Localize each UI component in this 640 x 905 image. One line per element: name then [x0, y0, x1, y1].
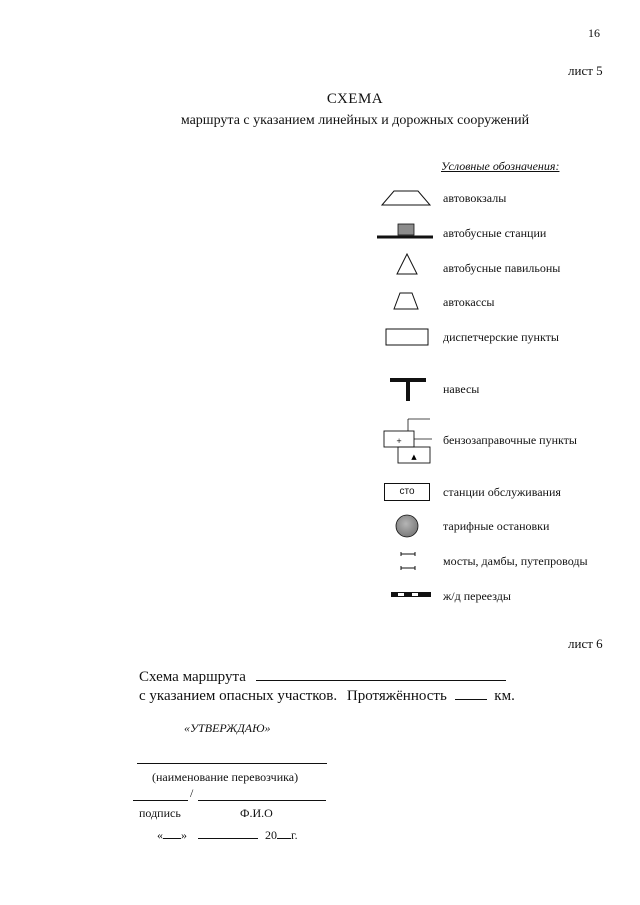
length-unit: км.	[494, 688, 515, 704]
length-label: Протяжённость	[346, 688, 447, 704]
service-station-icon	[384, 483, 430, 501]
page-title: СХЕМА	[326, 91, 384, 107]
legend-heading: Условные обозначения:	[441, 159, 560, 173]
page-subtitle: маршрута с указанием линейных и дорожных сооружений	[180, 113, 530, 128]
carrier-caption: (наименование перевозчика)	[152, 770, 299, 784]
bus-pavilion-icon	[395, 252, 419, 276]
signature-line	[133, 800, 188, 801]
route-scheme-label: Схема маршрута	[139, 669, 246, 685]
bus-terminal-icon	[380, 189, 432, 207]
legend-label-fare-stops: тарифные остановки	[443, 519, 550, 533]
fio-line	[198, 800, 326, 801]
page-number: 16	[588, 26, 600, 40]
route-detail-line	[139, 685, 515, 705]
legend-label-canopies: навесы	[443, 382, 480, 396]
month-blank	[198, 826, 258, 839]
svg-text:+: +	[396, 437, 402, 445]
year-blank	[277, 826, 291, 839]
ticket-office-icon	[391, 291, 421, 311]
legend-label-service-stations: станции обслуживания	[443, 485, 561, 499]
fuel-station-icon	[382, 417, 434, 465]
bridge-icon	[399, 551, 417, 571]
length-blank	[455, 685, 487, 700]
day-blank	[163, 826, 181, 839]
route-scheme-line	[139, 666, 506, 686]
approve-stamp-text: «УТВЕРЖДАЮ»	[184, 721, 271, 735]
route-detail-label: с указанием опасных участков.	[139, 688, 338, 704]
year-prefix: 20	[265, 828, 277, 842]
dispatch-point-icon	[384, 327, 430, 347]
legend-label-fuel-stations: бензозаправочные пункты	[443, 433, 577, 447]
sheet-6-label: лист 6	[568, 636, 603, 651]
legend-label-ticket-offices: автокассы	[443, 295, 495, 309]
svg-text:▲: ▲	[411, 453, 417, 461]
legend-label-bus-pavilions: автобусные павильоны	[443, 261, 561, 275]
railway-crossing-icon	[390, 590, 432, 600]
fare-stop-icon	[394, 513, 420, 539]
canopy-icon	[388, 376, 428, 402]
signature-separator: /	[190, 786, 194, 800]
date-close-quote: »	[181, 828, 187, 842]
signature-caption: подпись	[139, 806, 181, 820]
route-name-blank	[256, 666, 506, 681]
service-station-icon-text: сто	[399, 486, 415, 497]
legend-label-bus-stations: автобусные станции	[443, 226, 547, 240]
carrier-name-line	[137, 763, 327, 764]
legend-label-railway-crossings: ж/д переезды	[443, 589, 511, 603]
date-open-quote: «	[157, 828, 163, 842]
year-suffix: г.	[291, 828, 298, 842]
date-line	[157, 826, 298, 843]
sheet-5-label: лист 5	[568, 63, 603, 78]
fio-caption: Ф.И.О	[240, 806, 273, 820]
bus-station-icon	[376, 222, 434, 240]
legend-label-bridges: мосты, дамбы, путепроводы	[443, 554, 588, 568]
legend-label-bus-terminals: автовокзалы	[443, 191, 507, 205]
legend-label-dispatch-points: диспетчерские пункты	[443, 330, 559, 344]
